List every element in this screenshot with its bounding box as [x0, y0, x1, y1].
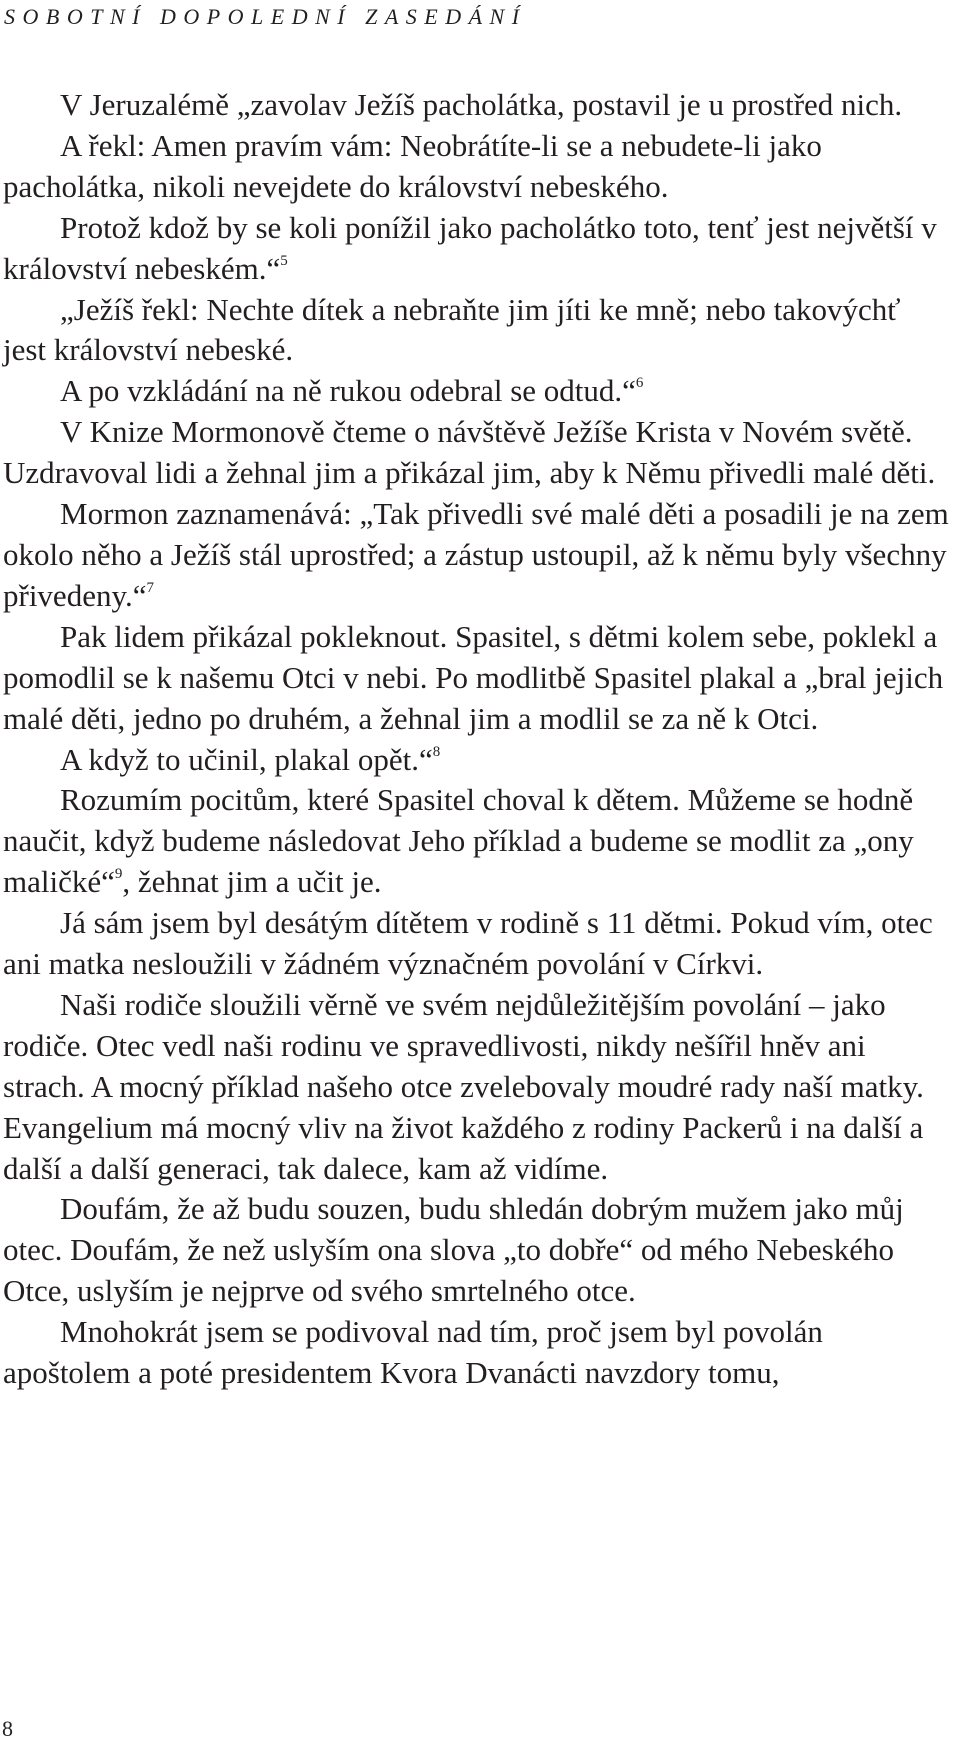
- paragraph-text: Já sám jsem byl desátým dítětem v rodině s 11 dětmi. Pokud vím, otec ani matka nesloužili v žádném význačném povolání v Církvi.: [3, 905, 933, 982]
- page-number: 8: [2, 1716, 13, 1741]
- article-body: [3, 85, 951, 1394]
- paragraph-text: Mnohokrát jsem se podivoval nad tím, proč jsem byl povolán apoštolem a poté presidentem Kvora Dvanácti navzdory tomu,: [3, 1314, 823, 1391]
- paragraph-text: Protož kdož by se koli ponížil jako pacholátko toto, tenť jest největší v království nebeském.“: [3, 209, 937, 286]
- footnote-ref[interactable]: 5: [280, 252, 288, 269]
- paragraph-text: Naši rodiče sloužili věrně ve svém nejdůležitějším povolání – jako rodiče. Otec vedl naši rodinu ve spravedlivosti, nikdy nešířil hněv ani strach. A mocný příklad našeho otce zvelebovaly moudré rady naší matky. Evangelium má mocný vliv na život každého z rodiny Packerů i na další a další a další generaci, tak dalece, kam až vidíme.: [3, 986, 924, 1186]
- paragraph: [3, 126, 951, 208]
- paragraph-text: V Knize Mormonově čteme o návštěvě Ježíše Krista v Novém světě. Uzdravoval lidi a žehnal jim a přikázal jim, aby k Němu přivedli malé děti.: [3, 414, 936, 491]
- paragraph-text-continued: , žehnat jim a učit je.: [122, 864, 382, 900]
- paragraph-text: Doufám, že až budu souzen, budu shledán dobrým mužem jako můj otec. Doufám, že než uslyším ona slova „to dobře“ od mého Nebeského Otce, uslyším je nejprve od svého smrtelného otce.: [3, 1191, 904, 1309]
- paragraph: [3, 903, 951, 985]
- paragraph: [3, 1189, 951, 1312]
- paragraph-text: A řekl: Amen pravím vám: Neobrátíte-li se a nebudete-li jako pacholátka, nikoli nevejdete do království nebeského.: [3, 127, 822, 204]
- footnote-ref[interactable]: 8: [432, 743, 441, 760]
- paragraph-text: Pak lidem přikázal pokleknout. Spasitel, s dětmi kolem sebe, poklekl a pomodlil se k našemu Otci v nebi. Po modlitbě Spasitel plakal a „bral jejich malé děti, jedno po druhém, a žehnal jim a modlil se za ně k Otci.: [3, 618, 944, 736]
- paragraph-text: „Ježíš řekl: Nechte dítek a nebraňte jim jíti ke mně; nebo takovýchť jest království nebeské.: [3, 291, 901, 368]
- paragraph: [3, 494, 951, 617]
- paragraph-text: V Jeruzalémě „zavolav Ježíš pacholátka, postavil je u prostřed nich.: [60, 87, 903, 122]
- paragraph: [3, 1312, 951, 1394]
- paragraph-text: A po vzkládání na ně rukou odebral se odtud.“: [60, 373, 636, 409]
- paragraph: [3, 208, 951, 290]
- paragraph: [3, 371, 951, 412]
- paragraph: [3, 780, 951, 903]
- footnote-ref[interactable]: 6: [635, 375, 644, 392]
- paragraph: [3, 85, 951, 126]
- paragraph: [3, 290, 951, 372]
- paragraph: [3, 412, 951, 494]
- paragraph: [3, 617, 951, 740]
- paragraph: [3, 985, 951, 1190]
- running-header: SOBOTNÍ DOPOLEDNÍ ZASEDÁNÍ: [4, 4, 527, 29]
- footnote-ref[interactable]: 7: [146, 579, 154, 596]
- paragraph-text: Rozumím pocitům, které Spasitel choval k dětem. Můžeme se hodně naučit, když budeme následovat Jeho příklad a budeme se modlit za „ony maličké“: [3, 782, 914, 900]
- paragraph-text: Mormon zaznamenává: „Tak přivedli své malé děti a posadili je na zem okolo něho a Ježíš stál uprostřed; a zástup ustoupil, až k němu byly všechny přivedeny.“: [3, 496, 949, 613]
- paragraph-text: A když to učinil, plakal opět.“: [60, 741, 433, 777]
- paragraph: [3, 740, 951, 781]
- footnote-ref[interactable]: 9: [114, 866, 123, 883]
